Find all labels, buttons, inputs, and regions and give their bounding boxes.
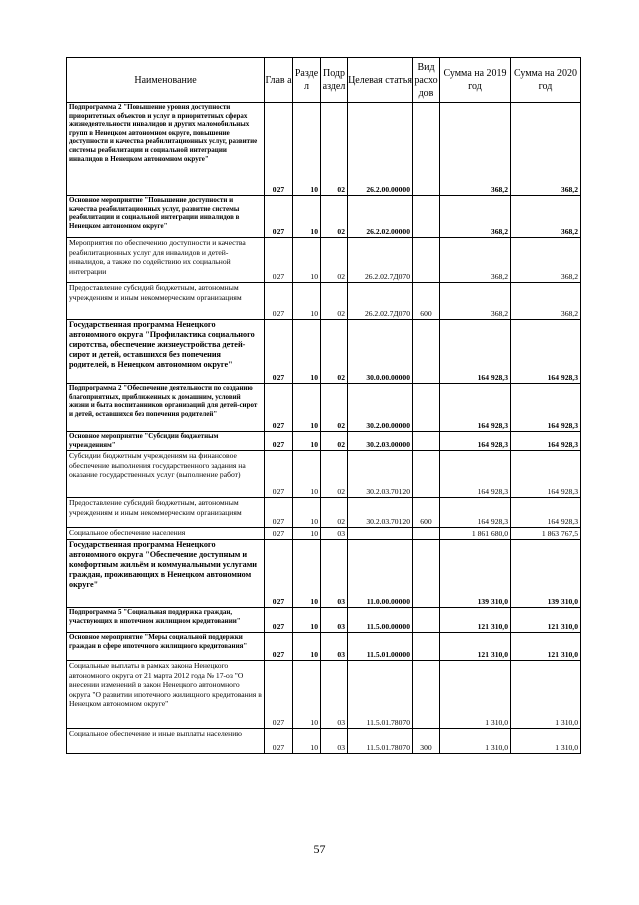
cell-tselevaya-statya: 11.5.00.00000 [348,608,413,633]
table-row [67,661,581,729]
table-row [67,451,581,498]
cell-podrazdel: 03 [321,608,348,633]
cell-vid-raskhodov: 600 [413,498,440,528]
cell-sum-2019: 368,2 [440,238,511,283]
cell-tselevaya-statya: 11.0.00.00000 [348,540,413,608]
header-razdel: Разде л [293,58,321,103]
table-row [67,283,581,320]
cell-tselevaya-statya: 30.2.03.70120 [348,451,413,498]
cell-sum-2020: 1 310,0 [511,729,581,754]
header-vid-raskhodov: Вид расхо дов [413,58,440,103]
cell-sum-2019: 164 928,3 [440,320,511,384]
cell-sum-2020: 139 310,0 [511,540,581,608]
cell-sum-2019: 368,2 [440,103,511,196]
cell-vid-raskhodov [413,451,440,498]
cell-glava: 027 [265,633,293,661]
cell-tselevaya-statya: 26.2.00.00000 [348,103,413,196]
cell-sum-2020: 368,2 [511,238,581,283]
table-row [67,633,581,661]
cell-razdel: 10 [293,432,321,451]
table-row [67,103,581,196]
cell-vid-raskhodov: 300 [413,729,440,754]
cell-podrazdel: 03 [321,633,348,661]
cell-sum-2019: 139 310,0 [440,540,511,608]
cell-glava: 027 [265,729,293,754]
cell-podrazdel: 03 [321,661,348,729]
cell-name: Основное мероприятие "Субсидии бюджетным учреждениям" [67,432,265,451]
cell-tselevaya-statya: 30.0.00.00000 [348,320,413,384]
table-row [67,196,581,238]
cell-razdel: 10 [293,661,321,729]
cell-glava: 027 [265,498,293,528]
cell-sum-2020: 368,2 [511,283,581,320]
table-row [67,729,581,754]
cell-glava: 027 [265,384,293,432]
cell-vid-raskhodov [413,196,440,238]
cell-name: Основное мероприятие "Меры социальной поддержки граждан в сфере ипотечного жилищного кредитования" [67,633,265,661]
table-row [67,238,581,283]
cell-podrazdel: 02 [321,432,348,451]
page-number: 57 [313,842,326,856]
cell-glava: 027 [265,320,293,384]
cell-name: Предоставление субсидий бюджетным, автономным учреждениям и иным некоммерческим организациям [67,283,265,320]
cell-vid-raskhodov [413,320,440,384]
header-sum-2019: Сумма на 2019 год [440,58,511,103]
cell-sum-2019: 121 310,0 [440,608,511,633]
cell-name: Мероприятия по обеспечению доступности и качества реабилитационных услуг для инвалидов и детей-инвалидов, а также по содействию их социальной интеграции [67,238,265,283]
cell-glava: 027 [265,238,293,283]
cell-razdel: 10 [293,451,321,498]
cell-sum-2020: 1 310,0 [511,661,581,729]
cell-glava: 027 [265,540,293,608]
cell-vid-raskhodov [413,528,440,540]
cell-glava: 027 [265,661,293,729]
cell-sum-2019: 164 928,3 [440,432,511,451]
cell-podrazdel: 03 [321,528,348,540]
cell-vid-raskhodov [413,384,440,432]
cell-razdel: 10 [293,320,321,384]
cell-podrazdel: 02 [321,384,348,432]
cell-sum-2020: 368,2 [511,196,581,238]
cell-tselevaya-statya: 11.5.01.78070 [348,661,413,729]
cell-podrazdel: 02 [321,103,348,196]
cell-tselevaya-statya: 26.2.02.7Д070 [348,238,413,283]
cell-name: Предоставление субсидий бюджетным, автономным учреждениям и иным некоммерческим организациям [67,498,265,528]
cell-glava: 027 [265,608,293,633]
cell-podrazdel: 02 [321,320,348,384]
cell-tselevaya-statya: 30.2.03.00000 [348,432,413,451]
cell-glava: 027 [265,528,293,540]
cell-vid-raskhodov [413,238,440,283]
cell-sum-2020: 164 928,3 [511,451,581,498]
table-row [67,540,581,608]
cell-razdel: 10 [293,729,321,754]
header-podrazdel: Подр аздел [321,58,348,103]
cell-sum-2020: 164 928,3 [511,432,581,451]
cell-sum-2020: 121 310,0 [511,633,581,661]
cell-sum-2020: 1 863 767,5 [511,528,581,540]
cell-tselevaya-statya [348,528,413,540]
cell-tselevaya-statya: 30.2.00.00000 [348,384,413,432]
cell-sum-2019: 1 861 680,0 [440,528,511,540]
cell-name: Государственная программа Ненецкого автономного округа "Обеспечение доступным и комфортным жильём и коммунальными услугами граждан, проживающих в Ненецком автономном округе" [67,540,265,608]
cell-vid-raskhodov [413,103,440,196]
cell-sum-2020: 164 928,3 [511,384,581,432]
budget-table [66,57,581,754]
cell-tselevaya-statya: 26.2.02.00000 [348,196,413,238]
cell-vid-raskhodov [413,633,440,661]
cell-tselevaya-statya: 30.2.03.70120 [348,498,413,528]
cell-name: Государственная программа Ненецкого автономного округа "Профилактика социального сиротства, обеспечение жизнеустройства детей-сирот и детей, оставшихся без попечения родителей, в Ненецком автономном округе" [67,320,265,384]
cell-tselevaya-statya: 26.2.02.7Д070 [348,283,413,320]
table-row [67,320,581,384]
cell-sum-2019: 164 928,3 [440,498,511,528]
cell-sum-2019: 121 310,0 [440,633,511,661]
cell-glava: 027 [265,432,293,451]
table-row [67,608,581,633]
cell-sum-2019: 164 928,3 [440,451,511,498]
cell-sum-2020: 368,2 [511,103,581,196]
cell-razdel: 10 [293,196,321,238]
cell-podrazdel: 02 [321,238,348,283]
cell-razdel: 10 [293,103,321,196]
header-name: Наименование [67,58,265,103]
cell-podrazdel: 02 [321,498,348,528]
cell-podrazdel: 03 [321,540,348,608]
cell-glava: 027 [265,451,293,498]
cell-podrazdel: 02 [321,196,348,238]
table-header-row [67,58,581,103]
cell-sum-2019: 164 928,3 [440,384,511,432]
cell-vid-raskhodov [413,432,440,451]
cell-name: Субсидии бюджетным учреждениям на финансовое обеспечение выполнения государственного задания на оказание государственных услуг (выполнение работ) [67,451,265,498]
cell-sum-2019: 368,2 [440,283,511,320]
cell-podrazdel: 02 [321,283,348,320]
table-row [67,498,581,528]
cell-podrazdel: 02 [321,451,348,498]
cell-razdel: 10 [293,540,321,608]
cell-glava: 027 [265,103,293,196]
cell-sum-2019: 368,2 [440,196,511,238]
cell-sum-2020: 164 928,3 [511,320,581,384]
table-body [67,103,581,754]
header-sum-2020: Сумма на 2020 год [511,58,581,103]
table-row [67,432,581,451]
cell-name: Подпрограмма 5 "Социальная поддержка граждан, участвующих в ипотечном жилищном кредитовании" [67,608,265,633]
header-glava: Глав а [265,58,293,103]
cell-sum-2019: 1 310,0 [440,729,511,754]
cell-name: Социальное обеспечение и иные выплаты населению [67,729,265,754]
cell-vid-raskhodov [413,661,440,729]
cell-razdel: 10 [293,633,321,661]
cell-sum-2020: 121 310,0 [511,608,581,633]
cell-name: Подпрограмма 2 "Повышение уровня доступности приоритетных объектов и услуг в приоритетных сферах жизнедеятельности инвалидов и других маломобильных групп в Ненецком автономном округе, повышение доступности и качества реабилитационных услуг, развитие системы реабилитации и социальной интеграции инвалидов в Ненецком автономном округе" [67,103,265,196]
table-row [67,528,581,540]
cell-tselevaya-statya: 11.5.01.78070 [348,729,413,754]
cell-name: Основное мероприятие "Повышение доступности и качества реабилитационных услуг, развитие системы реабилитации и социальной интеграции инвалидов в Ненецком автономном округе" [67,196,265,238]
cell-glava: 027 [265,196,293,238]
cell-vid-raskhodov: 600 [413,283,440,320]
cell-razdel: 10 [293,283,321,320]
cell-razdel: 10 [293,498,321,528]
cell-podrazdel: 03 [321,729,348,754]
cell-razdel: 10 [293,608,321,633]
cell-sum-2019: 1 310,0 [440,661,511,729]
cell-name: Социальные выплаты в рамках закона Ненецкого автономного округа от 21 марта 2012 года № 17-оз "О внесении изменений в закон Ненецкого автономного округа "О развитии ипотечного жилищного кредитования в Ненецком автономном округе" [67,661,265,729]
cell-sum-2020: 164 928,3 [511,498,581,528]
cell-tselevaya-statya: 11.5.01.00000 [348,633,413,661]
cell-name: Подпрограмма 2 "Обеспечение деятельности по созданию благоприятных, приближенных к домашним, условий жизни и быта воспитанников организаций для детей-сирот и детей, оставшихся без попечения родителей" [67,384,265,432]
cell-vid-raskhodov [413,540,440,608]
cell-razdel: 10 [293,528,321,540]
cell-razdel: 10 [293,238,321,283]
table-row [67,384,581,432]
cell-name: Социальное обеспечение населения [67,528,265,540]
cell-glava: 027 [265,283,293,320]
cell-vid-raskhodov [413,608,440,633]
header-tselevaya-statya: Целевая статья [348,58,413,103]
cell-razdel: 10 [293,384,321,432]
